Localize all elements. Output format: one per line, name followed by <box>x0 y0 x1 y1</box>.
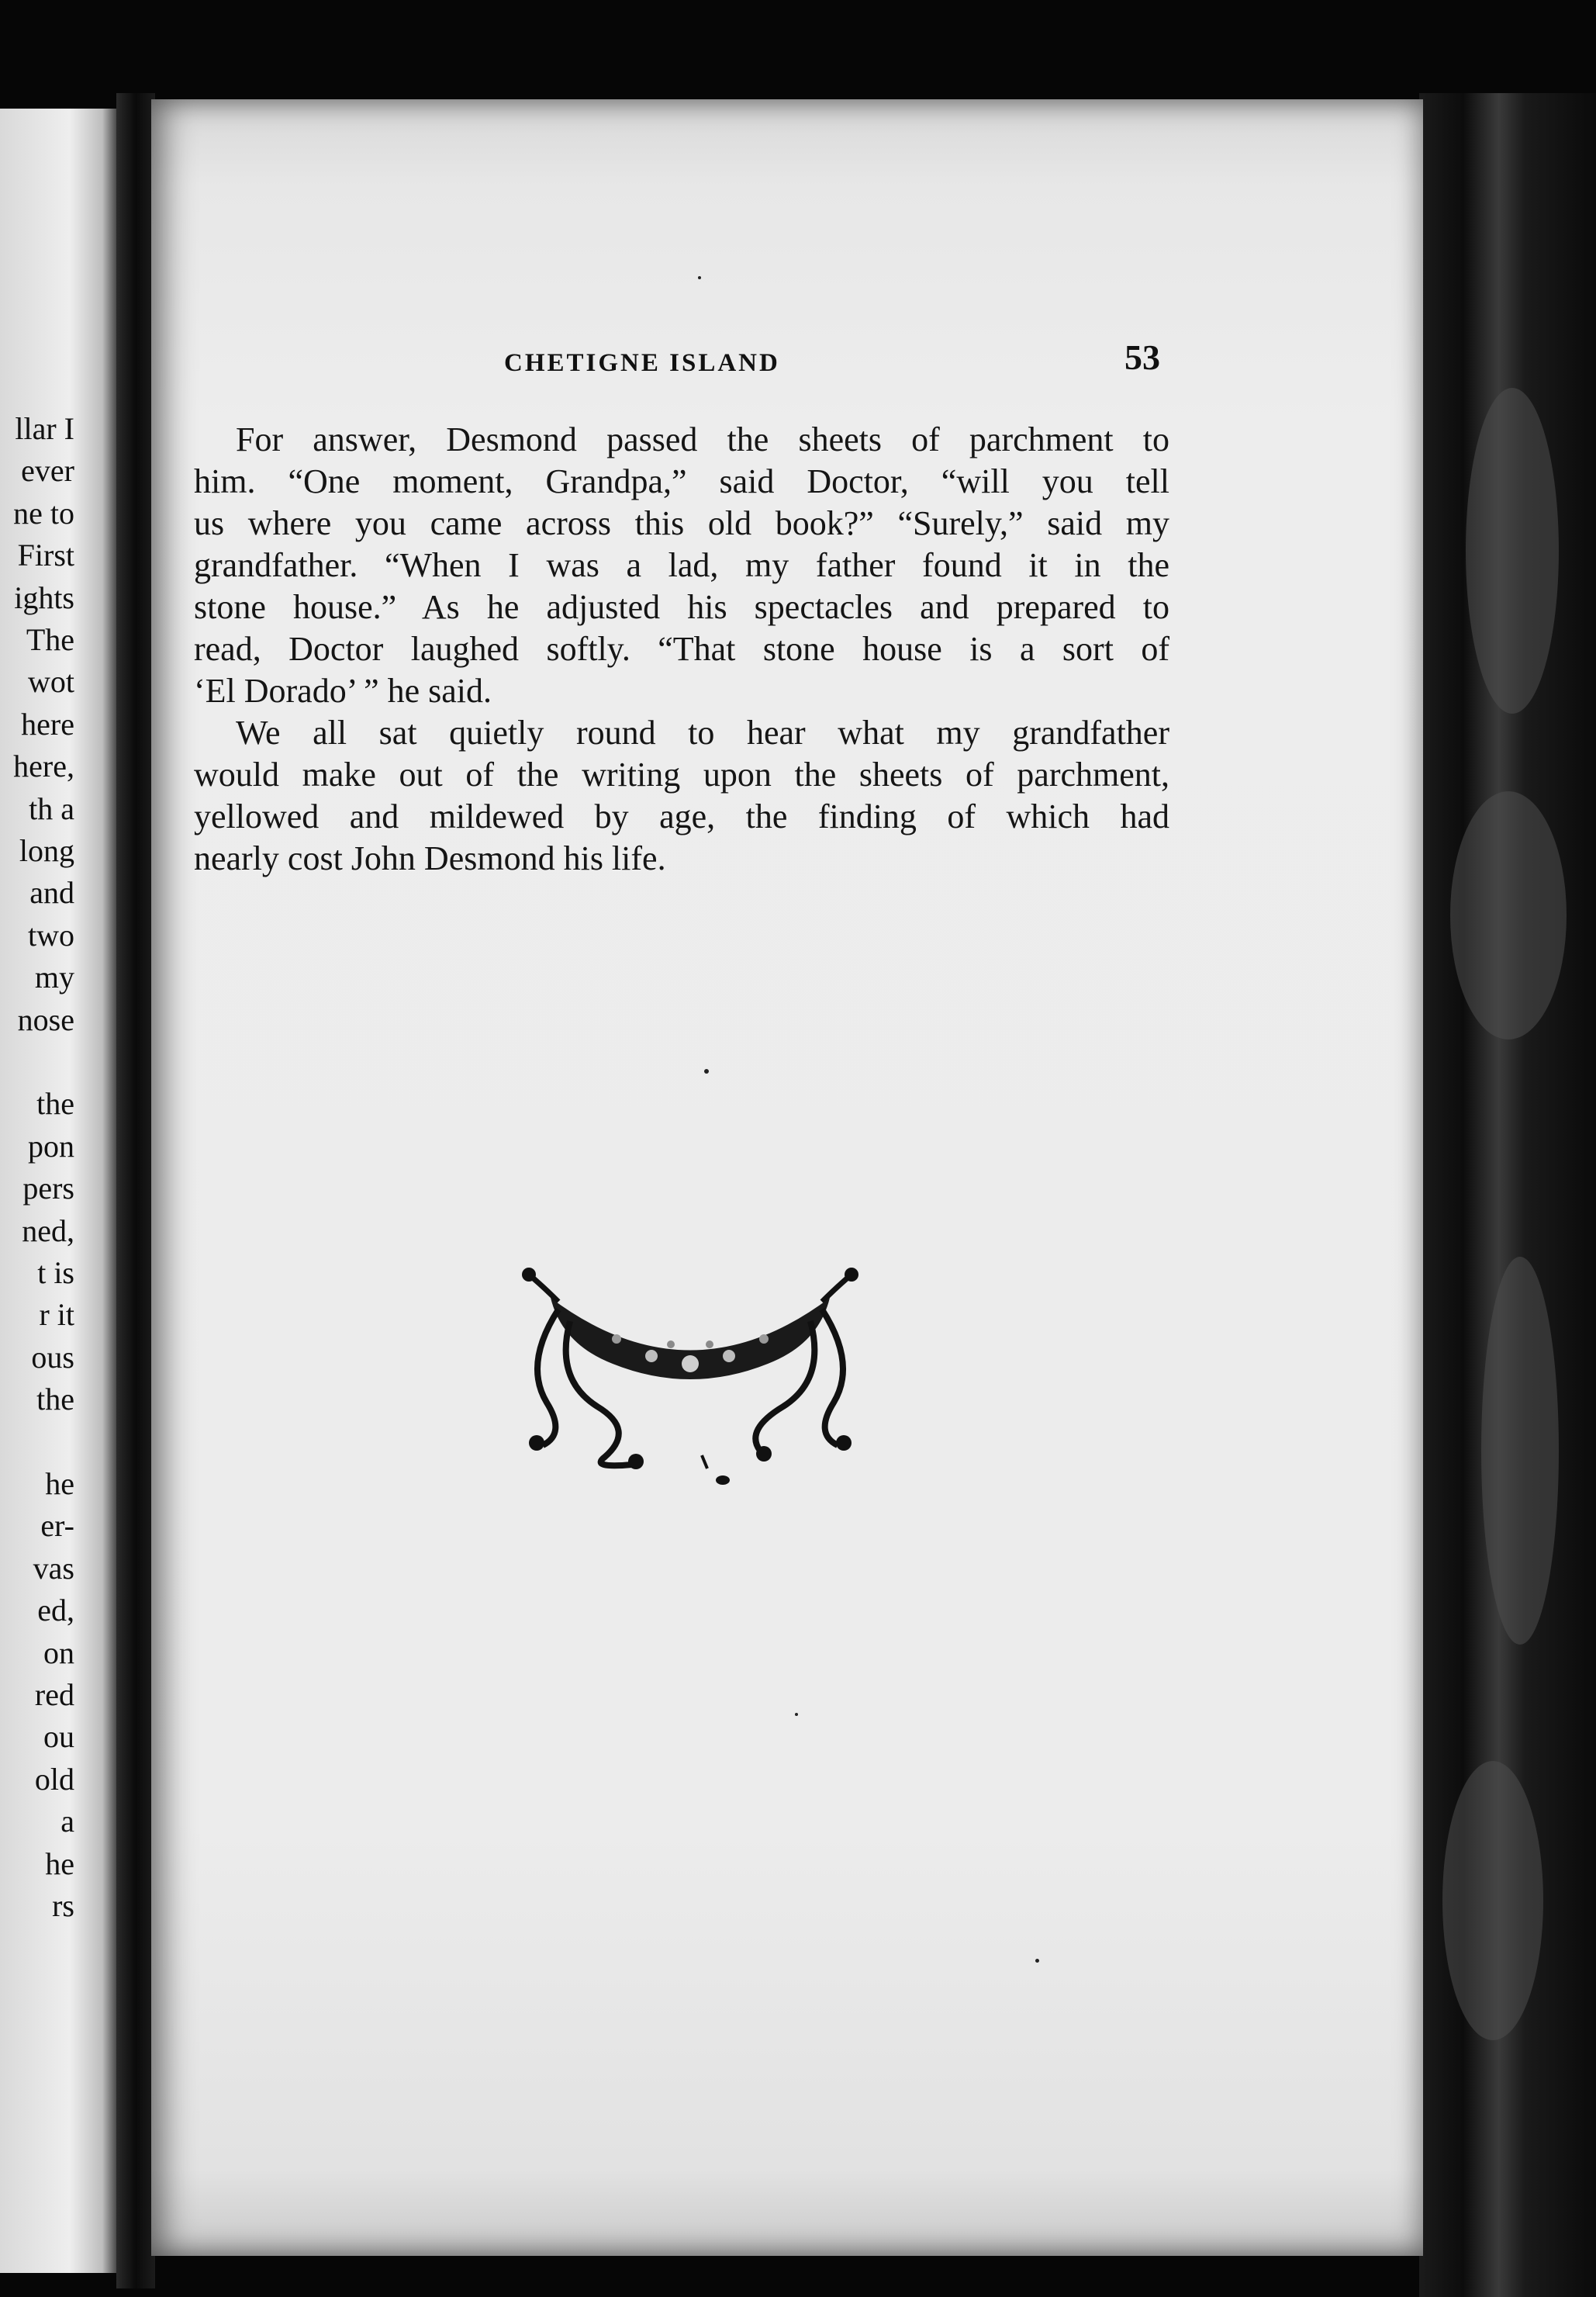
running-head: CHETIGNE ISLAND <box>504 349 780 377</box>
text-line: us where you came across this old book?” “Surely,” said my <box>194 504 1169 542</box>
left-page-line: my <box>34 960 74 995</box>
left-page-line: First <box>17 538 74 573</box>
left-page-line: llar I <box>15 411 74 446</box>
left-page-line: vas <box>33 1550 74 1586</box>
left-page-line: the <box>36 1086 74 1122</box>
left-facing-page <box>0 109 116 2273</box>
left-page-line: long <box>19 833 74 868</box>
left-page-line: he <box>45 1466 74 1501</box>
left-page-line: old <box>34 1761 74 1797</box>
left-page-line: ne to <box>13 495 74 531</box>
text-line: We all sat quietly round to hear what my grandfather <box>236 714 1169 752</box>
left-page-line: pon <box>28 1128 74 1164</box>
left-page-line: ights <box>14 579 74 615</box>
text-line: yellowed and mildewed by age, the finding of which had <box>194 797 1169 835</box>
left-page-line: The <box>26 622 74 657</box>
text-line: nearly cost John Desmond his life. <box>194 839 666 877</box>
text-line: read, Doctor laughed softly. “That stone house is a sort of <box>194 630 1169 668</box>
left-page-line: er- <box>40 1508 74 1544</box>
book-gutter <box>116 93 155 2288</box>
left-page-line: ou <box>43 1719 74 1755</box>
left-page-line: he <box>45 1846 74 1881</box>
left-page-line: two <box>28 917 74 953</box>
text-line: grandfather. “When I was a lad, my father found it in the <box>194 546 1169 584</box>
left-page-line: red <box>34 1677 74 1712</box>
left-page-line: nose <box>17 1001 74 1037</box>
left-page-line: pers <box>22 1171 74 1206</box>
left-page-line: ous <box>31 1339 74 1375</box>
text-line: him. “One moment, Grandpa,” said Doctor, “will you tell <box>194 462 1169 500</box>
left-page-line: a <box>60 1804 74 1839</box>
garland-ornament <box>512 1247 869 1488</box>
text-line: ‘El Dorado’ ” he said. <box>194 672 492 710</box>
left-page-line: the <box>36 1382 74 1417</box>
book-page <box>151 99 1423 2256</box>
left-page-line: and <box>29 875 74 911</box>
left-page-line: ned, <box>22 1212 74 1248</box>
left-page-line: rs <box>52 1888 74 1923</box>
left-page-line: r it <box>39 1297 74 1333</box>
left-page-line: th a <box>29 790 74 826</box>
right-page-edge <box>1419 93 1596 2297</box>
left-page-line: ever <box>21 453 74 489</box>
text-line: stone house.” As he adjusted his spectacles and prepared to <box>194 588 1169 626</box>
left-page-line: ed, <box>37 1593 74 1628</box>
left-page-line: wot <box>28 664 74 700</box>
left-page-line: here <box>21 706 74 742</box>
left-page-line: on <box>43 1635 74 1670</box>
page-number: 53 <box>1124 337 1160 377</box>
left-page-line: here, <box>13 749 74 784</box>
text-line: would make out of the writing upon the sheets of parchment, <box>194 756 1169 794</box>
text-line: For answer, Desmond passed the sheets of parchment to <box>236 420 1169 458</box>
left-page-line: t is <box>37 1255 74 1290</box>
